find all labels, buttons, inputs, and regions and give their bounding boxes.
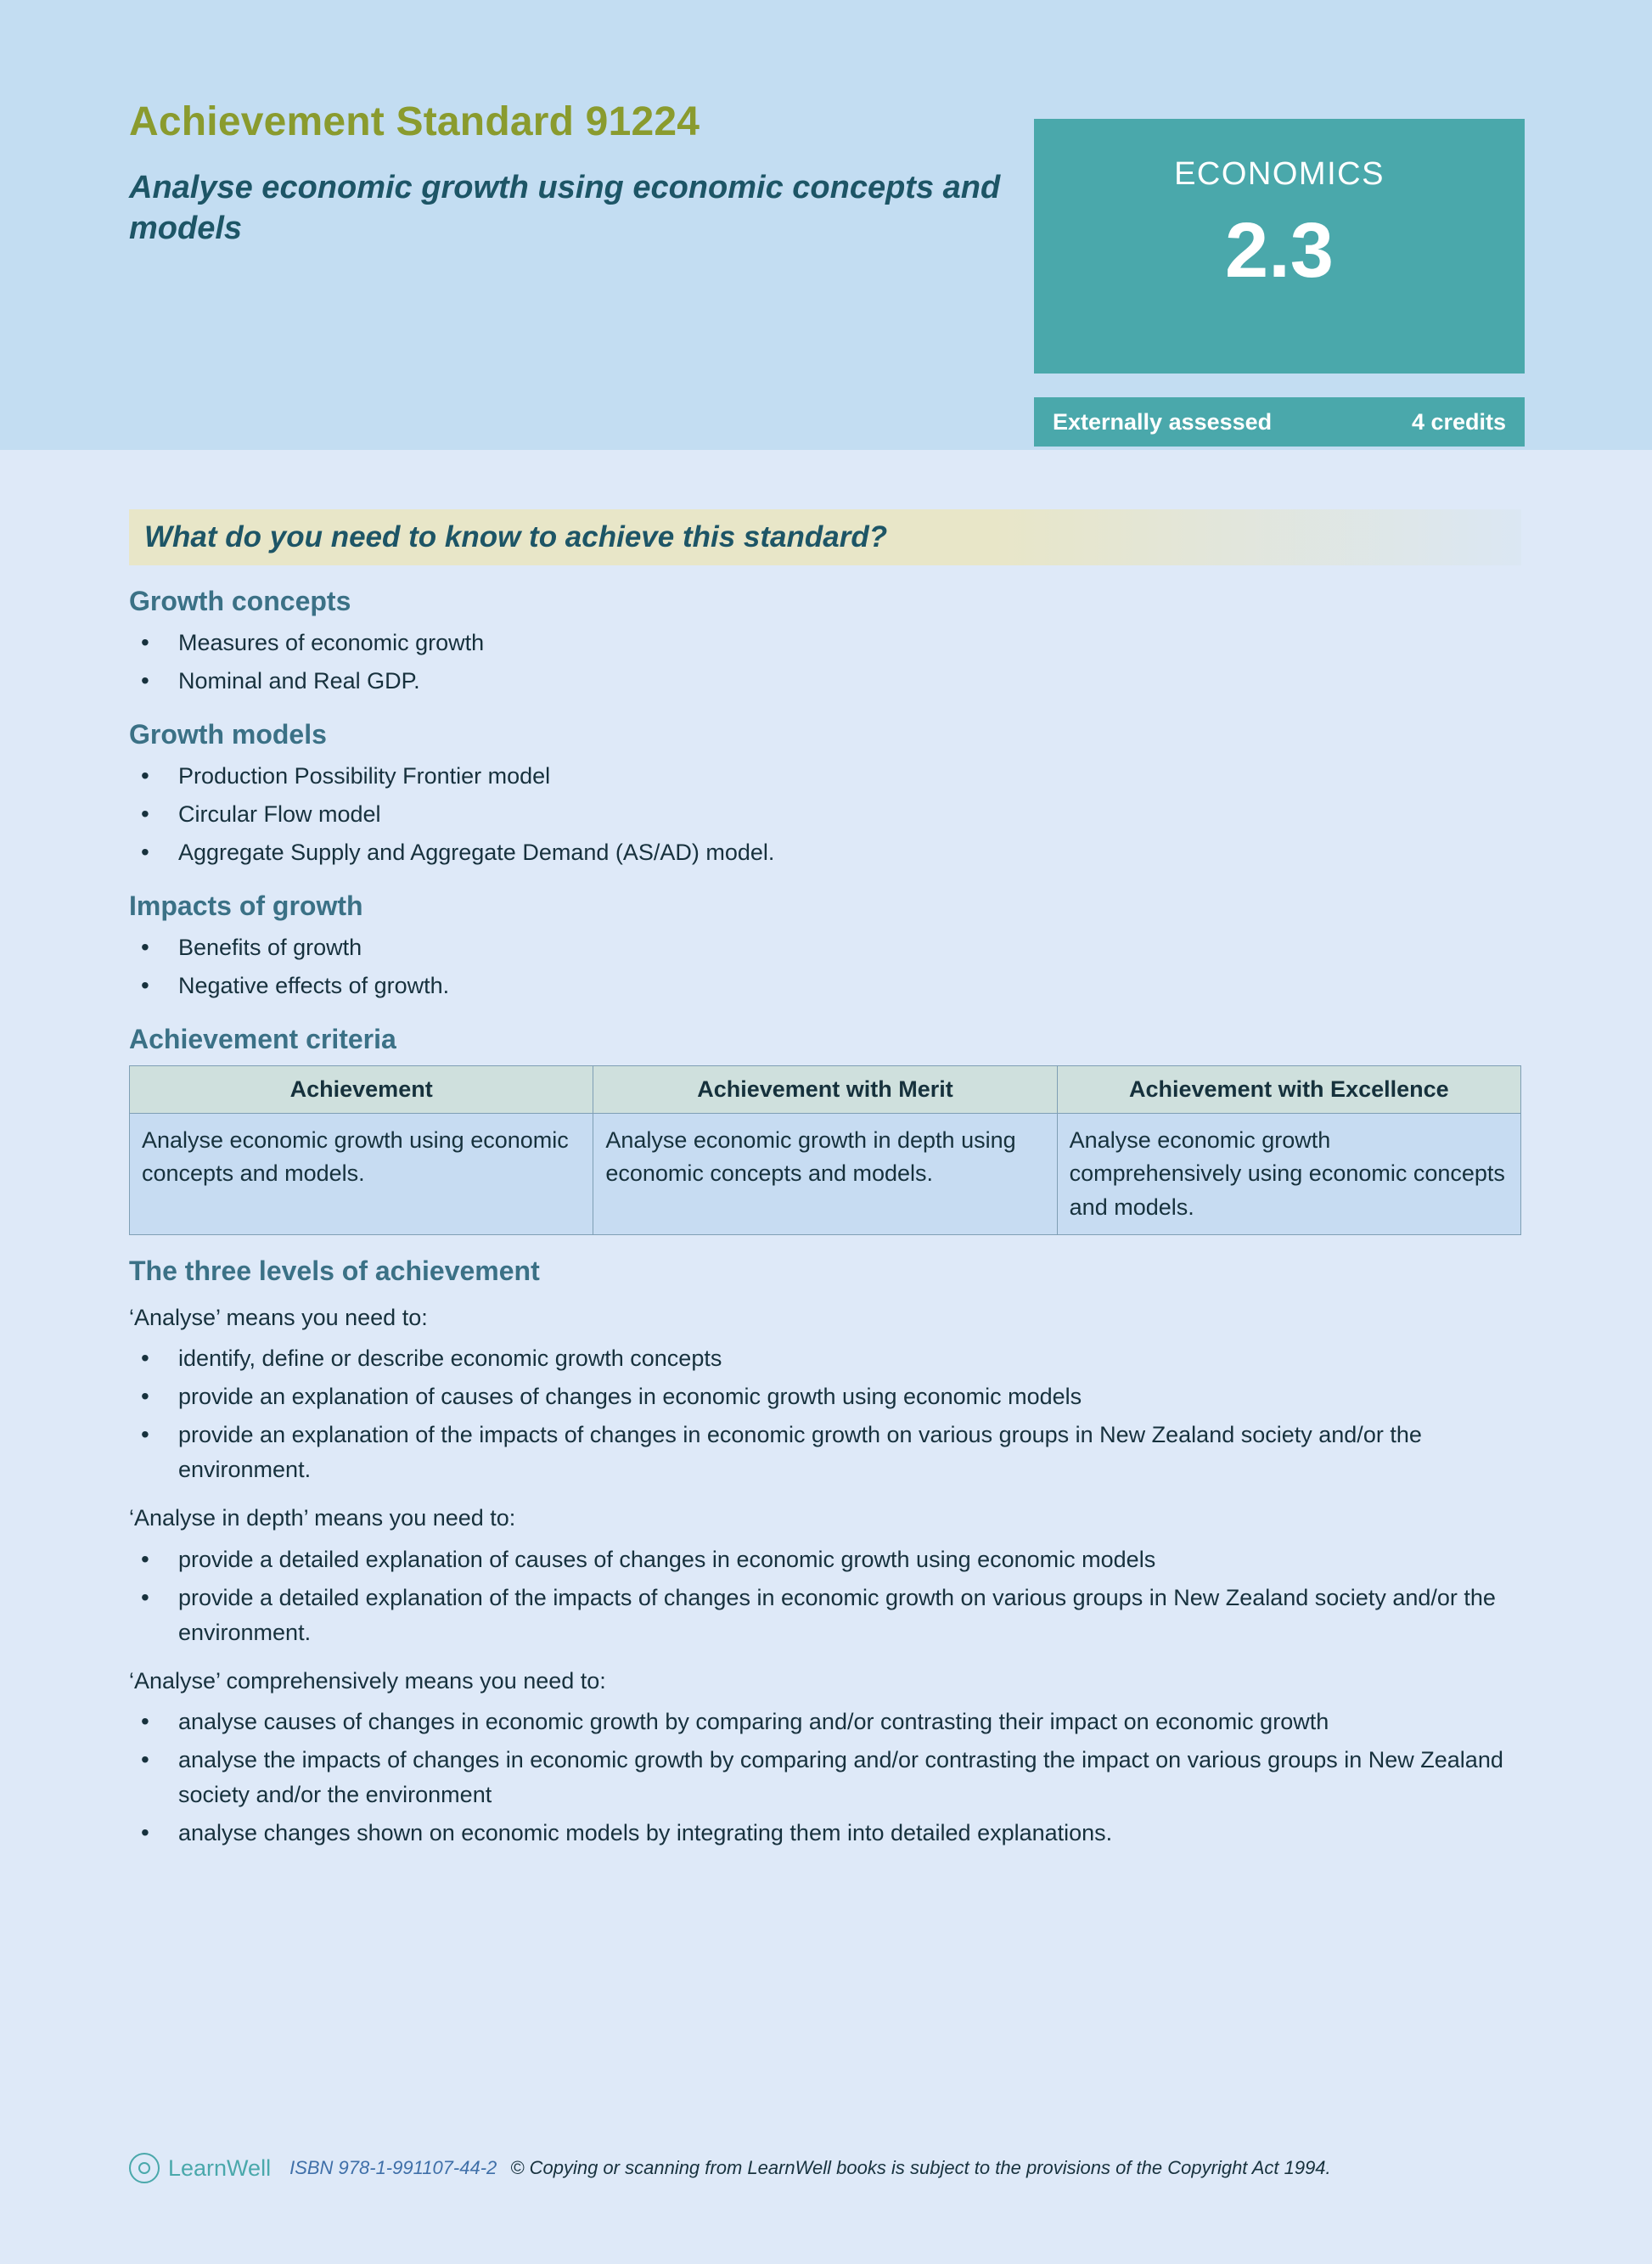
- list-impacts-of-growth: [129, 930, 1521, 1003]
- list-item: • Benefits of growth: [129, 930, 1521, 965]
- list-item: • Production Possibility Frontier model: [129, 759, 1521, 794]
- table-cell: Analyse economic growth in depth using economic concepts and models.: [593, 1114, 1057, 1234]
- section-banner: [129, 509, 1521, 565]
- list-analyse-comprehensively: [129, 1705, 1521, 1851]
- table-cell: Analyse economic growth using economic concepts and models.: [130, 1114, 593, 1234]
- header-text-block: [129, 100, 1029, 250]
- credits-value: 4 credits: [1411, 408, 1506, 435]
- isbn-text: ISBN 978-1-991107-44-2: [289, 2157, 497, 2178]
- list-analyse-in-depth: [129, 1542, 1521, 1650]
- list-item: • provide a detailed explanation of the impacts of changes in economic growth on various groups in New Zealand society and/or the environment.: [129, 1581, 1521, 1650]
- table-header-cell: Achievement with Excellence: [1057, 1066, 1520, 1114]
- list-item: • identify, define or describe economic growth concepts: [129, 1341, 1521, 1376]
- heading-growth-models: Growth models: [129, 719, 327, 750]
- achievement-criteria-table: [129, 1065, 1521, 1234]
- list-item: • analyse changes shown on economic models by integrating them into detailed explanations.: [129, 1816, 1521, 1851]
- heading-impacts-of-growth: Impacts of growth: [129, 890, 363, 922]
- levels-lead-analyse-in-depth: ‘Analyse in depth’ means you need to:: [129, 1505, 516, 1531]
- levels-lead-analyse-comprehensively: ‘Analyse’ comprehensively means you need to:: [129, 1667, 606, 1694]
- heading-growth-concepts: Growth concepts: [129, 586, 351, 616]
- list-item: • Measures of economic growth: [129, 626, 1521, 660]
- list-item: • provide an explanation of the impacts of changes in economic growth on various groups in New Zealand society and/or the environment.: [129, 1418, 1521, 1487]
- subject-badge: [1034, 119, 1525, 374]
- badge-footer: [1034, 397, 1525, 447]
- list-item: • provide a detailed explanation of causes of changes in economic growth using economic models: [129, 1542, 1521, 1577]
- heading-levels-of-achievement: The three levels of achievement: [129, 1255, 540, 1286]
- copyright-text: © Copying or scanning from LearnWell books is subject to the provisions of the Copyright Act 1994.: [510, 2157, 1331, 2178]
- table-cell: Analyse economic growth comprehensively using economic concepts and models.: [1057, 1114, 1520, 1234]
- brand-name: LearnWell: [168, 2154, 272, 2181]
- list-growth-concepts: [129, 626, 1521, 699]
- page-subtitle: Analyse economic growth using economic concepts and models: [129, 169, 1001, 247]
- table-header-cell: Achievement with Merit: [593, 1066, 1057, 1114]
- heading-achievement-criteria: Achievement criteria: [129, 1024, 396, 1055]
- list-item: • analyse the impacts of changes in economic growth by comparing and/or contrasting the impact on various groups in New Zealand society and/or the environment: [129, 1743, 1521, 1812]
- assessment-type: Externally assessed: [1053, 408, 1273, 435]
- levels-lead-analyse: ‘Analyse’ means you need to:: [129, 1304, 428, 1330]
- badge-subject: ECONOMICS: [1174, 156, 1385, 192]
- list-analyse: [129, 1341, 1521, 1487]
- list-item: • Negative effects of growth.: [129, 969, 1521, 1003]
- list-item: • provide an explanation of causes of changes in economic growth using economic models: [129, 1379, 1521, 1414]
- page-title: Achievement Standard 91224: [129, 99, 700, 144]
- table-header-cell: Achievement: [130, 1066, 593, 1114]
- list-item: • Circular Flow model: [129, 797, 1521, 832]
- main-content: [129, 509, 1521, 1856]
- list-item: • Nominal and Real GDP.: [129, 664, 1521, 699]
- list-growth-models: [129, 759, 1521, 870]
- table-row: [130, 1114, 1521, 1234]
- header-band: [0, 0, 1652, 450]
- learnwell-logo-icon: [129, 2153, 160, 2183]
- badge-number: 2.3: [1225, 207, 1334, 294]
- section-banner-label: What do you need to know to achieve this standard?: [144, 520, 888, 553]
- list-item: • analyse causes of changes in economic growth by comparing and/or contrasting their impact on economic growth: [129, 1705, 1521, 1739]
- list-item: • Aggregate Supply and Aggregate Demand (AS/AD) model.: [129, 835, 1521, 870]
- page-footer: [129, 2153, 1538, 2183]
- table-header-row: [130, 1066, 1521, 1114]
